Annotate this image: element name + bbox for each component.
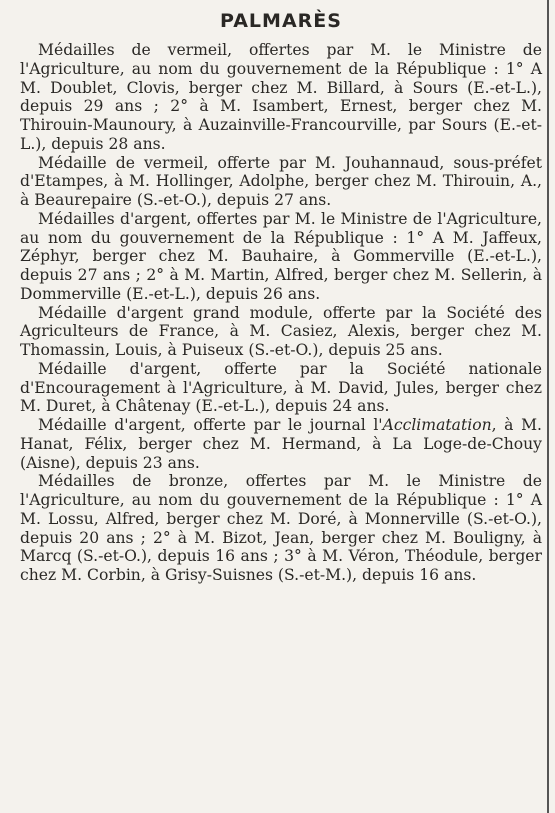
paragraph-bronze-ministre: Médailles de bronze, offertes par M. le Ministre de l'Agriculture, au nom du gouvernement de la République : 1° A M. Lossu, Alfred, berger chez M. Doré, à Monnerville (S.-et-O.), depuis 20 ans ; 2° à M. Bizot, Jean, berger chez M. Bouligny, à Marcq (S.-et-O.), depuis 16 ans ; 3° à M. Véron, Théodule, berger chez M. Corbin, à Grisy-Suisnes (S.-et-M.), depuis 16 ans. (20, 472, 542, 584)
paragraph-argent-grand-module: Médaille d'argent grand module, offerte par la Société des Agriculteurs de France, à M. Casiez, Alexis, berger chez M. Thomassin, Louis, à Puiseux (S.-et-O.), depuis 25 ans. (20, 303, 542, 359)
article-title: PALMARÈS (220, 10, 342, 32)
journal-title: Acclimatation (382, 416, 492, 434)
column-divider (547, 0, 549, 813)
paragraph-vermeil-ministre: Médailles de vermeil, offertes par M. le Ministre de l'Agriculture, au nom du gouvernement de la République : 1° A M. Doublet, Clovis, berger chez M. Billard, à Sours (E.-et-L.), depuis 29 ans ; 2° à M. Isambert, Ernest, berger chez M. Thirouin-Maunoury, à Auzainville-Francourville, par Sours (E.-et-L.), depuis 28 ans. (20, 41, 542, 153)
paragraph-argent-societe-nationale: Médaille d'argent, offerte par la Société nationale d'Encouragement à l'Agriculture, à M. David, Jules, berger chez M. Duret, à Châtenay (E.-et-L.), depuis 24 ans. (20, 359, 542, 416)
paragraph-argent-journal: Médaille d'argent, offerte par le journal l'Acclimatation, à M. Hanat, Félix, berger chez M. Hermand, à La Loge-de-Chouy (Aisne), depuis 23 ans. (20, 416, 542, 472)
article-column (20, 8, 542, 585)
paragraph-argent-ministre: Médailles d'argent, offertes par M. le Ministre de l'Agriculture, au nom du gouvernement de la République : 1° A M. Jaffeux, Zéphyr, berger chez M. Bauhaire, à Gommerville (E.-et-L.), depuis 27 ans ; 2° à M. Martin, Alfred, berger chez M. Sellerin, à Dommerville (E.-et-L.), depuis 26 ans. (20, 209, 542, 303)
paragraph-vermeil-sous-prefet: Médaille de vermeil, offerte par M. Jouhannaud, sous-préfet d'Etampes, à M. Hollinger, Adolphe, berger chez M. Thirouin, A., à Beaurepaire (S.-et-O.), depuis 27 ans. (20, 153, 542, 209)
